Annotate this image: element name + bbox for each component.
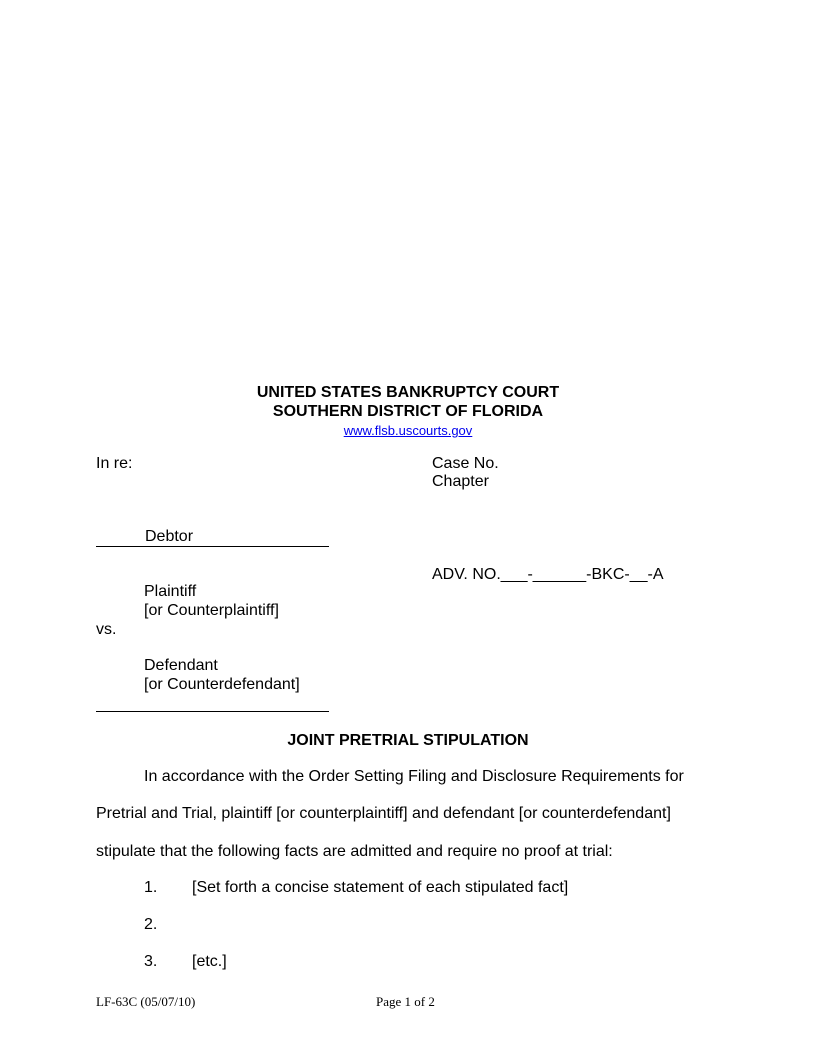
list-item-text: [Set forth a concise statement of each stipulated fact] bbox=[192, 879, 569, 896]
in-re-label: In re: bbox=[96, 455, 133, 472]
adversary-number: ADV. NO.___-______-BKC-__-A bbox=[432, 566, 664, 583]
document-title: JOINT PRETRIAL STIPULATION bbox=[287, 732, 529, 749]
list-item-text: [etc.] bbox=[192, 953, 227, 970]
counterplaintiff-label: [or Counterplaintiff] bbox=[144, 602, 279, 619]
debtor-label: Debtor bbox=[145, 528, 194, 545]
court-website-link[interactable]: www.flsb.uscourts.gov bbox=[343, 423, 473, 438]
court-website-container bbox=[0, 422, 816, 440]
defendant-label: Defendant bbox=[144, 657, 218, 674]
list-item-number: 2. bbox=[144, 916, 158, 933]
page-number: Page 1 of 2 bbox=[376, 994, 435, 1009]
plaintiff-label: Plaintiff bbox=[144, 583, 197, 600]
vs-label: vs. bbox=[96, 621, 117, 638]
debtor-signature-line bbox=[96, 546, 329, 547]
paragraph-line-1: In accordance with the Order Setting Filing and Disclosure Requirements for bbox=[144, 768, 684, 785]
case-number-label: Case No. bbox=[432, 455, 499, 472]
list-item-number: 3. bbox=[144, 953, 158, 970]
form-identifier: LF-63C (05/07/10) bbox=[96, 994, 196, 1009]
defendant-signature-line bbox=[96, 711, 329, 712]
list-item-number: 1. bbox=[144, 879, 158, 896]
counterdefendant-label: [or Counterdefendant] bbox=[144, 676, 300, 693]
chapter-label: Chapter bbox=[432, 473, 489, 490]
paragraph-line-2: Pretrial and Trial, plaintiff [or counterplaintiff] and defendant [or counterdefendant] bbox=[96, 805, 671, 822]
paragraph-line-3: stipulate that the following facts are admitted and require no proof at trial: bbox=[96, 843, 613, 860]
court-name-line2: SOUTHERN DISTRICT OF FLORIDA bbox=[272, 403, 544, 420]
court-name-line1: UNITED STATES BANKRUPTCY COURT bbox=[256, 384, 560, 401]
